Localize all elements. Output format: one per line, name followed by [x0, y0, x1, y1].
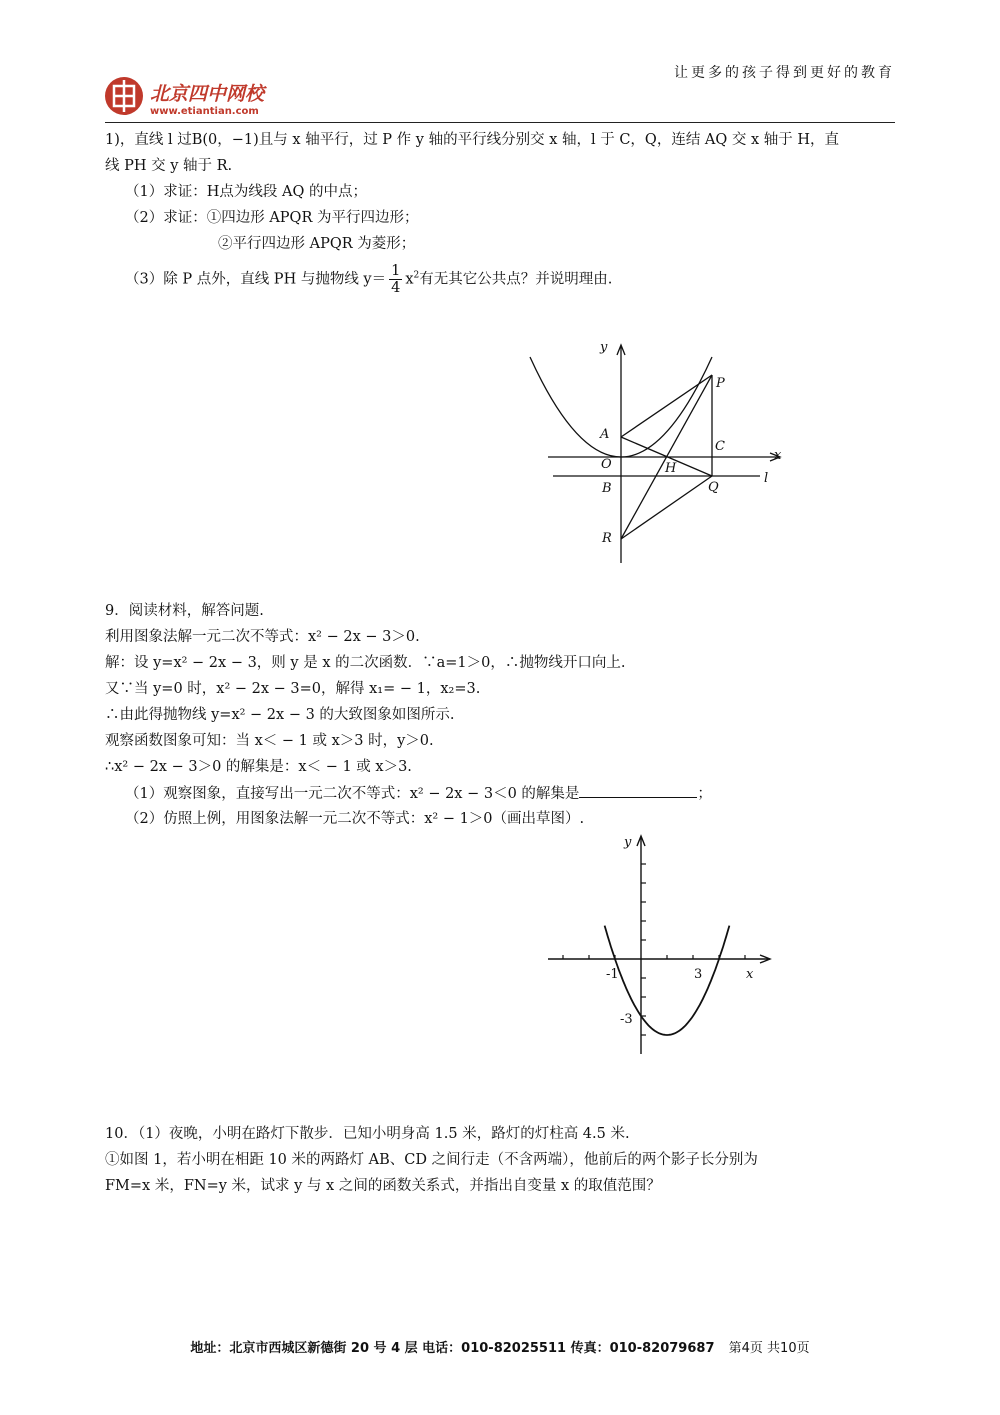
- fraction-one-quarter: [389, 263, 402, 296]
- p10-line1: 10．（1）夜晚，小明在路灯下散步．已知小明身高 1.5 米，路灯的灯柱高 4.5 米.: [105, 1126, 630, 1142]
- p8-label-R: R: [602, 531, 612, 546]
- p8-q3-x: x: [405, 271, 414, 288]
- answer-blank[interactable]: [579, 783, 697, 798]
- p9-tick-neg3: -3: [620, 1012, 633, 1027]
- p8-label-l: l: [764, 471, 769, 486]
- p9-line4: ∴由此得抛物线 y=x² − 2x − 3 的大致图象如图所示.: [105, 707, 455, 723]
- p8-q3-pre: （3）除 P 点外，直线 PH 与抛物线 y＝: [125, 271, 387, 288]
- p9-chart: [540, 828, 780, 1060]
- p8-seg-AP: [621, 375, 712, 437]
- p9-line5: 观察函数图象可知：当 x＜ − 1 或 x＞3 时，y＞0.: [105, 733, 434, 749]
- p8-label-Q: Q: [708, 480, 719, 495]
- p8-seg-RQ: [621, 476, 712, 539]
- p9-q1-text: （1）观察图象，直接写出一元二次不等式：x² − 2x − 3＜0 的解集是: [125, 786, 580, 802]
- p8-label-B: B: [602, 481, 612, 496]
- p9-line1: 利用图象法解一元二次不等式：x² − 2x − 3＞0.: [105, 629, 420, 645]
- footer: [0, 1337, 1000, 1356]
- p9-q1: [125, 783, 712, 804]
- p8-q2a: （2）求证：①四边形 APQR 为平行四边形；: [125, 210, 419, 226]
- p9-line2: 解：设 y=x² − 2x − 3，则 y 是 x 的二次函数．∵a=1＞0，∴抛物线开口向上.: [105, 655, 626, 671]
- p9-label-x: x: [746, 967, 754, 982]
- p8-label-P: P: [716, 376, 725, 391]
- p8-q3-exp: 2: [413, 270, 420, 281]
- p10-line2: ①如图 1，若小明在相距 10 米的两路灯 AB、CD 之间行走（不含两端），他前后的两个影子长分别为: [105, 1152, 758, 1168]
- p8-figure: [520, 335, 790, 570]
- p8-label-y: y: [600, 340, 608, 355]
- p9-q2: （2）仿照上例，用图象法解一元二次不等式：x² − 1＞0（画出草图）.: [125, 811, 585, 827]
- p8-label-A: A: [600, 427, 610, 442]
- p8-label-x: x: [774, 448, 782, 463]
- p8-line2: 线 PH 交 y 轴于 R.: [105, 158, 233, 174]
- p9-title: 9．阅读材料，解答问题.: [105, 603, 264, 619]
- frac-den: 4: [391, 280, 401, 296]
- p8-q3-post: 有无其它公共点？并说明理由.: [419, 271, 613, 288]
- footer-address: 地址：北京市西城区新德街 20 号 4 层 电话：010-82025511 传真：010-82079687: [190, 1341, 715, 1356]
- frac-num: 1: [391, 263, 401, 279]
- p8-q3: [125, 263, 612, 296]
- p9-tick-neg1: -1: [606, 967, 619, 982]
- p9-line6: ∴x² − 2x − 3＞0 的解集是：x＜ − 1 或 x＞3.: [105, 759, 412, 775]
- p8-q2b: ②平行四边形 APQR 为菱形；: [218, 236, 416, 252]
- p8-label-C: C: [715, 439, 725, 454]
- p10-line3: FM=x 米，FN=y 米，试求 y 与 x 之间的函数关系式，并指出自变量 x 的取值范围？: [105, 1178, 661, 1194]
- p9-label-y: y: [624, 835, 632, 850]
- logo-title: 北京四中网校: [150, 83, 265, 105]
- p8-label-O: O: [601, 457, 612, 472]
- logo: [102, 74, 302, 122]
- footer-page: 第4页 共10页: [728, 1341, 810, 1356]
- logo-emblem-icon: [102, 74, 302, 122]
- p8-q1: （1）求证：H点为线段 AQ 的中点；: [125, 184, 367, 200]
- p9-line3: 又∵当 y=0 时，x² − 2x − 3=0，解得 x₁= − 1，x₂=3.: [105, 681, 481, 697]
- header-slogan: 让更多的孩子得到更好的教育: [674, 65, 895, 81]
- p9-tick-3: 3: [694, 967, 703, 982]
- p8-line1: 1)，直线 l 过B(0，−1)且与 x 轴平行，过 P 作 y 轴的平行线分别交 x 轴，l 于 C，Q，连结 AQ 交 x 轴于 H，直: [105, 132, 840, 148]
- p8-label-H: H: [665, 461, 677, 476]
- header-rule: [105, 122, 895, 123]
- logo-url: www.etiantian.com: [150, 106, 259, 117]
- p9-q1-end: ；: [697, 786, 712, 802]
